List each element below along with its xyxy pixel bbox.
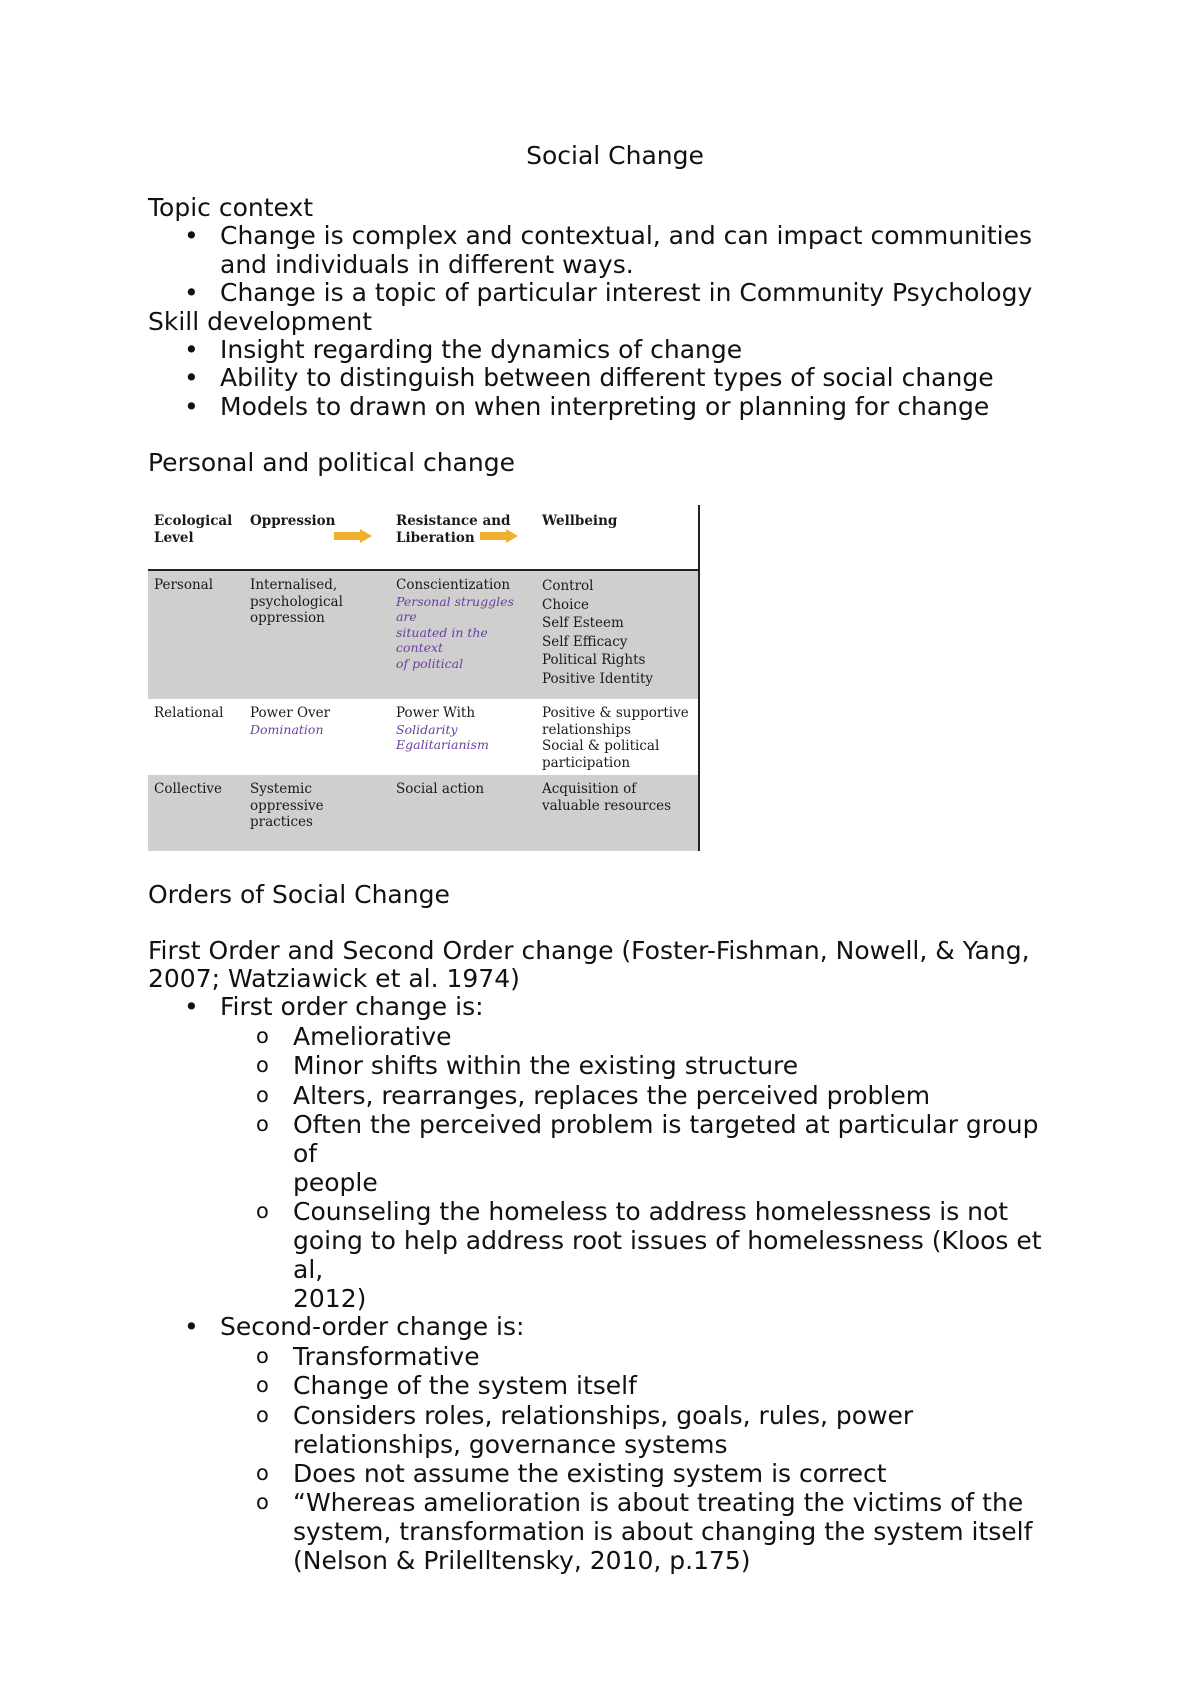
sub-list-item: o Ameliorative — [148, 1022, 1068, 1052]
sub-list-item: o Change of the system itself — [148, 1371, 1068, 1401]
sub-list-item: o Does not assume the existing system is correct — [148, 1459, 1068, 1489]
skill-development-list — [148, 336, 1068, 422]
resistance-cell: Conscientization Personal struggles are situated in the context of political — [396, 577, 514, 671]
first-order-sublist — [220, 1022, 1068, 1314]
header-oppression: Oppression — [250, 513, 336, 529]
table-header — [148, 505, 698, 571]
personal-political-heading: Personal and political change — [148, 448, 515, 477]
level-cell: Relational — [154, 705, 224, 721]
list-item-first-order: • First order change is: o Ameliorative o Minor shifts within the existing structure o Alters, rearranges, replaces the perceived problem o Often the perceived problem is targeted at particular group of people o Counseling the homeless to address homelessness is not going to help address root issues of homelessness (Kloos et al, 2012) — [148, 993, 1068, 1313]
wellbeing-cell: Acquisition of valuable resources — [542, 781, 672, 814]
resistance-cell: Social action — [396, 781, 485, 797]
topic-context-list — [148, 222, 1068, 308]
arrow-right-icon — [334, 529, 372, 543]
list-item: • Ability to distinguish between different types of social change — [148, 364, 1068, 393]
list-item: • Insight regarding the dynamics of change — [148, 336, 1068, 365]
topic-context-heading: Topic context — [148, 193, 314, 222]
header-resistance-liberation: Resistance and Liberation — [396, 513, 511, 546]
arrow-right-icon — [480, 529, 518, 543]
list-item-second-order: • Second-order change is: o Transformative o Change of the system itself o Considers roles, relationships, goals, rules, power relationships, governance systems o Does not assume the existing system is correct o “Whereas amelioration is about treating the victims of the system, transformation is about changing the system itself (Nelson & Prilelltensky, 2010, p.175) — [148, 1313, 1068, 1575]
list-item: • Change is complex and contextual, and can impact communities and individuals in different ways. — [148, 222, 1068, 279]
level-cell: Personal — [154, 577, 214, 593]
sub-list-item: o Counseling the homeless to address homelessness is not going to help address root issues of homelessness (Kloos et al, 2012) — [148, 1197, 1068, 1313]
document-page — [148, 140, 1068, 1575]
oppression-cell: Systemic oppressive practices — [250, 781, 324, 830]
orders-subheading: First Order and Second Order change (Foster-Fishman, Nowell, & Yang, 2007; Watziawick et al. 1974) — [148, 936, 1030, 993]
wellbeing-cell: Positive & supportive relationships Social & political participation — [542, 705, 689, 771]
sub-list-item: o “Whereas amelioration is about treating the victims of the system, transformation is about changing the system itself (Nelson & Prilelltensky, 2010, p.175) — [148, 1488, 1068, 1575]
sub-list-item: o Transformative — [148, 1342, 1068, 1372]
ecological-level-table — [148, 505, 700, 851]
list-item: • Models to drawn on when interpreting or planning for change — [148, 393, 1068, 422]
second-order-sublist — [220, 1342, 1068, 1576]
table-row-personal — [148, 571, 698, 699]
page-title: Social Change — [526, 141, 704, 170]
oppression-cell: Power Over Domination — [250, 705, 331, 737]
orders-heading: Orders of Social Change — [148, 880, 450, 909]
orders-list — [148, 993, 1068, 1575]
header-ecological-level: Ecological Level — [154, 513, 233, 546]
wellbeing-cell: Control Choice Self Esteem Self Efficacy Political Rights Positive Identity — [542, 578, 654, 687]
sub-list-item: o Often the perceived problem is targeted at particular group of people — [148, 1110, 1068, 1197]
table-row-collective — [148, 775, 698, 851]
sub-list-item: o Minor shifts within the existing structure — [148, 1051, 1068, 1081]
list-item: • Change is a topic of particular interest in Community Psychology — [148, 279, 1068, 308]
header-wellbeing: Wellbeing — [542, 513, 618, 529]
sub-list-item: o Considers roles, relationships, goals, rules, power relationships, governance systems — [148, 1401, 1068, 1459]
skill-development-heading: Skill development — [148, 306, 373, 336]
sub-list-item: o Alters, rearranges, replaces the perceived problem — [148, 1081, 1068, 1111]
table-row-relational — [148, 699, 698, 775]
resistance-cell: Power With Solidarity Egalitarianism — [396, 705, 489, 752]
level-cell: Collective — [154, 781, 223, 797]
oppression-cell: Internalised, psychological oppression — [250, 577, 343, 626]
